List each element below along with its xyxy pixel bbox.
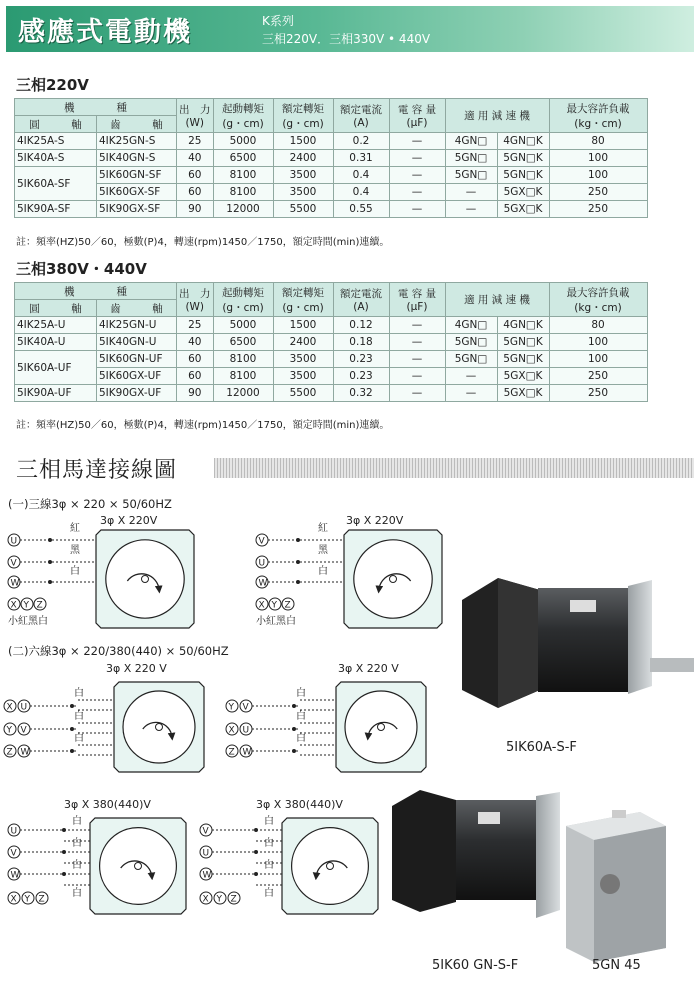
- rated-current-value: 0.23: [333, 368, 389, 385]
- six-wire-380-a-term-z-letter: Z: [38, 894, 45, 905]
- output-header: 出 力 (W): [177, 99, 214, 133]
- six-wire-220-b-term-wb-letter: W: [242, 747, 252, 758]
- capacitor-header: 電 容 量 (μF): [389, 99, 445, 133]
- six-wire-220-b-label-white-0: 白: [296, 688, 306, 699]
- six-wire-220-b-term-ya-letter: Y: [228, 702, 234, 713]
- three-wire-a-term-u-letter: U: [10, 536, 18, 547]
- series-label: K系列: [262, 14, 294, 28]
- start-torque-value: 12000: [213, 385, 273, 402]
- capacitor-value: —: [389, 150, 445, 167]
- round-shaft-header: 圓 軸: [15, 300, 97, 317]
- three-wire-a-term-x-letter: X: [10, 600, 17, 611]
- capacitor-value: —: [389, 201, 445, 218]
- table-note-380v: 註：頻率(HZ)50／60，極數(P)4，轉速(rpm)1450／1750，額定時間(min)連續。: [16, 420, 390, 431]
- three-wire-a-label-red: 紅: [70, 523, 80, 534]
- rated-torque-value: 1500: [273, 317, 333, 334]
- six-wire-380-b-term-y-letter: Y: [216, 894, 222, 905]
- three-wire-b-term-z-letter: Z: [284, 600, 291, 611]
- rated-torque-value: 2400: [273, 334, 333, 351]
- output-value: 40: [177, 334, 214, 351]
- capacitor-value: —: [389, 184, 445, 201]
- table-note-220v: 註：頻率(HZ)50／60，極數(P)4，轉速(rpm)1450／1750，額定時間(min)連續。: [16, 237, 390, 248]
- three-wire-b-label-red: 紅: [318, 523, 328, 534]
- six-wire-380-b-term-v-letter: V: [202, 826, 209, 837]
- six-wire-220-a-label-white-1: 白: [74, 711, 84, 722]
- six-wire-380-b-term-u-letter: U: [202, 848, 210, 859]
- rated-torque-value: 3500: [273, 167, 333, 184]
- output-value: 25: [177, 133, 214, 150]
- start-torque-header: 起動轉矩 (g・cm): [213, 283, 273, 317]
- three-wire-b-term-u-letter: U: [258, 558, 266, 569]
- rated-torque-value: 3500: [273, 351, 333, 368]
- caption-5ik60a-s-f: 5IK60A-S-F: [506, 740, 577, 755]
- three-wire-a-term-w-letter: W: [10, 578, 20, 589]
- output-value: 60: [177, 351, 214, 368]
- reducer-model-1: —: [445, 368, 497, 385]
- max-load-value: 100: [549, 334, 647, 351]
- rated-torque-value: 3500: [273, 184, 333, 201]
- round-shaft-model: 4IK25A-S: [15, 133, 97, 150]
- reducer-header: 適 用 減 速 機: [445, 99, 549, 133]
- capacitor-value: —: [389, 351, 445, 368]
- gear-shaft-model: 5IK90GX-UF: [97, 385, 177, 402]
- rated-current-header: 額定電流 (A): [333, 99, 389, 133]
- six-wire-380-a-label-white-1: 白: [72, 838, 82, 849]
- caption-5gn45: 5GN 45: [592, 958, 641, 973]
- output-value: 60: [177, 368, 214, 385]
- reducer-model-1: 4GN□: [445, 317, 497, 334]
- round-shaft-model: 5IK60A-UF: [15, 351, 97, 385]
- three-wire-voltage-b: 3φ X 220V: [346, 514, 404, 527]
- round-shaft-model: 5IK40A-S: [15, 150, 97, 167]
- gear-shaft-model: 5IK60GX-UF: [97, 368, 177, 385]
- three-wire-a-term-z-letter: Z: [36, 600, 43, 611]
- reducer-model-1: —: [445, 184, 497, 201]
- output-header: 出 力 (W): [177, 283, 214, 317]
- six-wire-220-b-term-za-letter: Z: [228, 747, 235, 758]
- three-wire-b-term-y-letter: Y: [271, 600, 277, 611]
- three-wire-a-xyz-note: 小紅黑白: [8, 616, 48, 627]
- six-wire-380-a-term-v-letter: V: [10, 848, 17, 859]
- six-wire-380-b-term-z-letter: Z: [230, 894, 237, 905]
- max-load-header: 最大容許負載 (kg・cm): [549, 99, 647, 133]
- reducer-model-2: 5GX□K: [497, 385, 549, 402]
- round-shaft-model: 5IK90A-UF: [15, 385, 97, 402]
- three-wire-a-label-white: 白: [70, 566, 80, 577]
- six-wire-220-b-label-white-2: 白: [296, 733, 306, 744]
- rated-current-value: 0.4: [333, 184, 389, 201]
- reducer-model-2: 5GN□K: [497, 334, 549, 351]
- gear-shaft-model: 4IK25GN-U: [97, 317, 177, 334]
- reducer-header: 適 用 減 速 機: [445, 283, 549, 317]
- three-wire-b-term-x-letter: X: [258, 600, 265, 611]
- start-torque-value: 6500: [213, 334, 273, 351]
- three-wire-b-term-w-letter: W: [258, 578, 268, 589]
- output-value: 60: [177, 167, 214, 184]
- capacitor-value: —: [389, 334, 445, 351]
- max-load-value: 80: [549, 133, 647, 150]
- six-wire-voltage-380-b: 3φ X 380(440)V: [256, 798, 343, 811]
- six-wire-220-b-term-xa-letter: X: [228, 725, 235, 736]
- rated-torque-value: 2400: [273, 150, 333, 167]
- six-wire-220-a-term-za-letter: Z: [6, 747, 13, 758]
- section-title-380v: 三相380V・440V: [16, 260, 147, 278]
- max-load-value: 100: [549, 351, 647, 368]
- six-wire-title: (二)六線3φ × 220/380(440) × 50/60HZ: [8, 644, 229, 658]
- three-wire-a-label-black: 黑: [70, 545, 80, 556]
- round-shaft-model: 5IK40A-U: [15, 334, 97, 351]
- six-wire-380-b-term-w-letter: W: [202, 870, 212, 881]
- rated-current-value: 0.23: [333, 351, 389, 368]
- reducer-model-1: 4GN□: [445, 133, 497, 150]
- reducer-model-2: 4GN□K: [497, 133, 549, 150]
- reducer-model-1: 5GN□: [445, 150, 497, 167]
- output-value: 90: [177, 385, 214, 402]
- gear-shaft-header: 齒 軸: [97, 116, 177, 133]
- reducer-model-2: 4GN□K: [497, 317, 549, 334]
- six-wire-380-a-label-white-0: 白: [72, 816, 82, 827]
- output-value: 40: [177, 150, 214, 167]
- rated-current-value: 0.32: [333, 385, 389, 402]
- gear-shaft-model: 5IK40GN-U: [97, 334, 177, 351]
- wiring-title: 三相馬達接線圖: [16, 458, 178, 483]
- six-wire-380-a-term-x-letter: X: [10, 894, 17, 905]
- three-wire-a-term-v-letter: V: [10, 558, 17, 569]
- three-wire-b-label-black: 黑: [318, 545, 328, 556]
- motor-photo-5ik60gn: [392, 790, 560, 918]
- six-wire-380-a-label-white-2: 白: [72, 860, 82, 871]
- gear-shaft-model: 5IK60GN-UF: [97, 351, 177, 368]
- reducer-model-1: —: [445, 201, 497, 218]
- three-wire-title: (一)三線3φ × 220 × 50/60HZ: [8, 497, 172, 511]
- rated-torque-value: 5500: [273, 201, 333, 218]
- rated-current-value: 0.4: [333, 167, 389, 184]
- six-wire-380-a-term-y-letter: Y: [24, 894, 30, 905]
- six-wire-380-b-label-white-2: 白: [264, 860, 274, 871]
- six-wire-voltage-220-a: 3φ X 220 V: [106, 662, 167, 675]
- start-torque-value: 8100: [213, 368, 273, 385]
- round-shaft-model: 5IK60A-SF: [15, 167, 97, 201]
- max-load-value: 100: [549, 167, 647, 184]
- start-torque-value: 8100: [213, 351, 273, 368]
- start-torque-value: 8100: [213, 184, 273, 201]
- capacitor-value: —: [389, 167, 445, 184]
- max-load-value: 250: [549, 184, 647, 201]
- page-title: 感應式電動機: [18, 17, 192, 48]
- rated-current-header: 額定電流 (A): [333, 283, 389, 317]
- gear-shaft-model: 5IK90GX-SF: [97, 201, 177, 218]
- capacitor-value: —: [389, 317, 445, 334]
- reducer-model-2: 5GN□K: [497, 167, 549, 184]
- rated-torque-header: 額定轉矩 (g・cm): [273, 99, 333, 133]
- three-wire-voltage-a: 3φ X 220V: [100, 514, 158, 527]
- start-torque-value: 8100: [213, 167, 273, 184]
- capacitor-header: 電 容 量 (μF): [389, 283, 445, 317]
- gear-shaft-model: 5IK60GN-SF: [97, 167, 177, 184]
- reducer-model-2: 5GX□K: [497, 368, 549, 385]
- section-title-220v: 三相220V: [16, 76, 89, 94]
- capacitor-value: —: [389, 385, 445, 402]
- start-torque-value: 5000: [213, 317, 273, 334]
- reducer-model-1: —: [445, 385, 497, 402]
- max-load-value: 250: [549, 385, 647, 402]
- capacitor-value: —: [389, 133, 445, 150]
- six-wire-220-a-label-white-2: 白: [74, 733, 84, 744]
- three-wire-b-term-v-letter: V: [258, 536, 265, 547]
- rated-torque-value: 5500: [273, 385, 333, 402]
- six-wire-voltage-380-a: 3φ X 380(440)V: [64, 798, 151, 811]
- round-shaft-model: 4IK25A-U: [15, 317, 97, 334]
- rated-current-value: 0.55: [333, 201, 389, 218]
- max-load-value: 80: [549, 317, 647, 334]
- motor-photo-5ik60a: [462, 578, 694, 708]
- round-shaft-header: 圓 軸: [15, 116, 97, 133]
- rated-torque-value: 1500: [273, 133, 333, 150]
- six-wire-220-a-term-xa-letter: X: [6, 702, 13, 713]
- max-load-value: 100: [549, 150, 647, 167]
- rated-torque-value: 3500: [273, 368, 333, 385]
- output-value: 25: [177, 317, 214, 334]
- gear-shaft-model: 5IK60GX-SF: [97, 184, 177, 201]
- caption-5ik60-gn-s-f: 5IK60 GN-S-F: [432, 958, 519, 973]
- six-wire-380-b-label-white-bottom: 白: [264, 888, 274, 899]
- gear-shaft-model: 5IK40GN-S: [97, 150, 177, 167]
- reducer-model-2: 5GN□K: [497, 150, 549, 167]
- six-wire-220-a-term-ya-letter: Y: [6, 725, 12, 736]
- six-wire-220-b-label-white-1: 白: [296, 711, 306, 722]
- rated-current-value: 0.31: [333, 150, 389, 167]
- rated-current-value: 0.18: [333, 334, 389, 351]
- six-wire-380-a-term-w-letter: W: [10, 870, 20, 881]
- machine-type-header: 機 種: [15, 99, 177, 116]
- reducer-model-2: 5GN□K: [497, 351, 549, 368]
- gear-shaft-model: 4IK25GN-S: [97, 133, 177, 150]
- machine-type-header: 機 種: [15, 283, 177, 300]
- six-wire-220-a-term-wb-letter: W: [20, 747, 30, 758]
- voltage-subtitle: 三相220V．三相330V • 440V: [262, 32, 431, 46]
- output-value: 90: [177, 201, 214, 218]
- gear-shaft-header: 齒 軸: [97, 300, 177, 317]
- reducer-model-1: 5GN□: [445, 167, 497, 184]
- round-shaft-model: 5IK90A-SF: [15, 201, 97, 218]
- gearbox-photo-5gn45: [566, 810, 666, 962]
- start-torque-value: 6500: [213, 150, 273, 167]
- six-wire-380-b-term-x-letter: X: [202, 894, 209, 905]
- reducer-model-2: 5GX□K: [497, 184, 549, 201]
- reducer-model-1: 5GN□: [445, 334, 497, 351]
- six-wire-220-a-term-vb-letter: V: [20, 725, 27, 736]
- six-wire-220-b-term-vb-letter: V: [242, 702, 249, 713]
- three-wire-b-xyz-note: 小紅黑白: [256, 616, 296, 627]
- six-wire-220-b-term-ub-letter: U: [242, 725, 250, 736]
- start-torque-value: 12000: [213, 201, 273, 218]
- rated-current-value: 0.2: [333, 133, 389, 150]
- six-wire-380-b-label-white-1: 白: [264, 838, 274, 849]
- six-wire-380-a-label-white-bottom: 白: [72, 888, 82, 899]
- max-load-value: 250: [549, 201, 647, 218]
- six-wire-380-a-term-u-letter: U: [10, 826, 18, 837]
- six-wire-220-a-label-white-0: 白: [74, 688, 84, 699]
- capacitor-value: —: [389, 368, 445, 385]
- six-wire-220-a-term-ub-letter: U: [20, 702, 28, 713]
- max-load-header: 最大容許負載 (kg・cm): [549, 283, 647, 317]
- reducer-model-2: 5GX□K: [497, 201, 549, 218]
- rated-current-value: 0.12: [333, 317, 389, 334]
- output-value: 60: [177, 184, 214, 201]
- max-load-value: 250: [549, 368, 647, 385]
- start-torque-header: 起動轉矩 (g・cm): [213, 99, 273, 133]
- rated-torque-header: 額定轉矩 (g・cm): [273, 283, 333, 317]
- start-torque-value: 5000: [213, 133, 273, 150]
- reducer-model-1: 5GN□: [445, 351, 497, 368]
- six-wire-380-b-label-white-0: 白: [264, 816, 274, 827]
- three-wire-b-label-white: 白: [318, 566, 328, 577]
- three-wire-a-term-y-letter: Y: [23, 600, 29, 611]
- six-wire-voltage-220-b: 3φ X 220 V: [338, 662, 399, 675]
